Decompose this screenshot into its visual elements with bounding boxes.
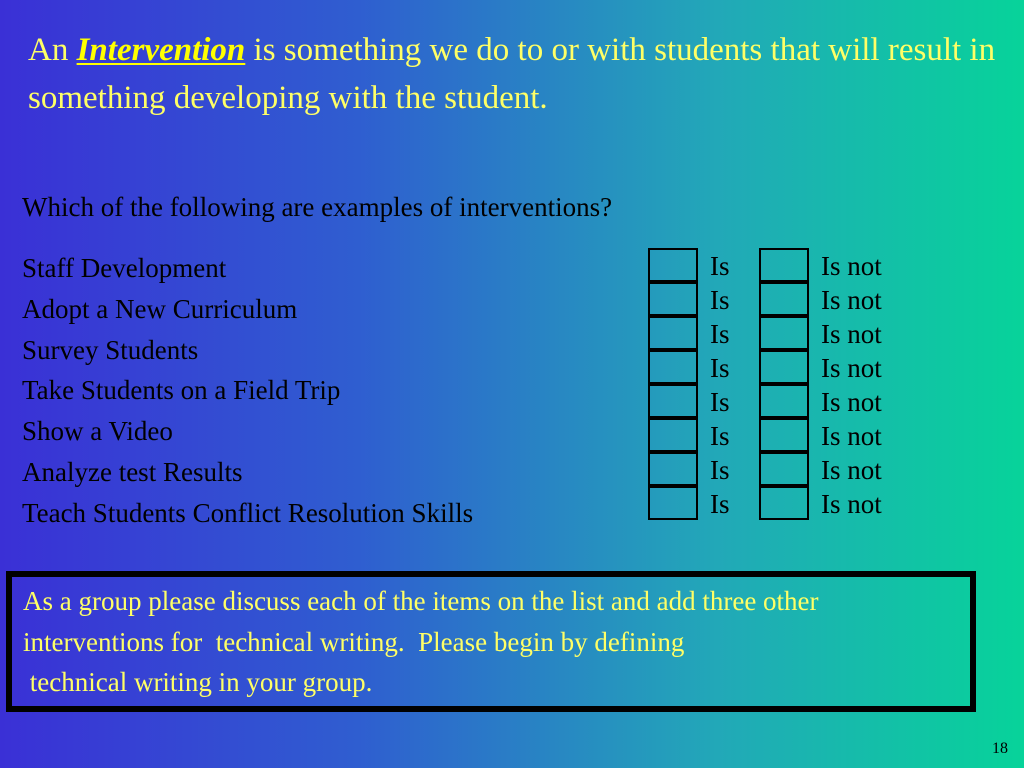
instruction-text: As a group please discuss each of the items on the list and add three other interventions for technical writing. Please begin by defining technical writing in your group. [23, 586, 819, 697]
is-label: Is [710, 251, 730, 281]
slide-number: 18 [992, 740, 1008, 757]
is-checkbox[interactable] [648, 418, 698, 452]
list-item: Take Students on a Field Trip [22, 375, 341, 406]
is-not-checkbox[interactable] [759, 384, 809, 418]
is-label: Is [710, 421, 730, 451]
is-label: Is [710, 387, 730, 417]
choice-row [648, 282, 918, 316]
is-not-label: Is not [821, 285, 882, 315]
instruction-box [6, 571, 976, 712]
is-not-label: Is not [821, 489, 882, 519]
list-item: Teach Students Conflict Resolution Skills [22, 497, 474, 528]
is-label: Is [710, 489, 730, 519]
is-not-label: Is not [821, 251, 882, 281]
list-item: Adopt a New Curriculum [22, 293, 298, 324]
is-checkbox[interactable] [648, 384, 698, 418]
is-not-label: Is not [821, 319, 882, 349]
is-not-checkbox[interactable] [759, 418, 809, 452]
is-checkbox[interactable] [648, 248, 698, 282]
choice-row [648, 248, 918, 282]
is-label: Is [710, 285, 730, 315]
is-label: Is [710, 319, 730, 349]
title-rest: is something we do to or with students that will result in something developing with the student. [28, 32, 996, 116]
is-not-label: Is not [821, 387, 882, 417]
is-not-label: Is not [821, 455, 882, 485]
choice-grid [648, 248, 918, 520]
choice-row [648, 384, 918, 418]
is-not-checkbox[interactable] [759, 486, 809, 520]
question-text: Which of the following are examples of interventions? [22, 192, 613, 222]
slide-title [28, 26, 1003, 122]
is-checkbox[interactable] [648, 452, 698, 486]
choice-row [648, 350, 918, 384]
choice-row [648, 452, 918, 486]
title-term: Intervention [76, 32, 246, 68]
is-checkbox[interactable] [648, 282, 698, 316]
is-not-checkbox[interactable] [759, 350, 809, 384]
choice-row [648, 486, 918, 520]
list-item: Survey Students [22, 334, 199, 365]
is-checkbox[interactable] [648, 316, 698, 350]
is-checkbox[interactable] [648, 486, 698, 520]
is-not-label: Is not [821, 353, 882, 383]
is-not-checkbox[interactable] [759, 452, 809, 486]
is-not-checkbox[interactable] [759, 282, 809, 316]
list-item: Show a Video [22, 416, 173, 447]
title-prefix: An [28, 32, 77, 68]
is-checkbox[interactable] [648, 350, 698, 384]
intervention-list [22, 248, 473, 534]
is-not-label: Is not [821, 421, 882, 451]
choice-row [648, 418, 918, 452]
is-not-checkbox[interactable] [759, 316, 809, 350]
is-not-checkbox[interactable] [759, 248, 809, 282]
choice-row [648, 316, 918, 350]
list-item: Analyze test Results [22, 456, 243, 487]
is-label: Is [710, 353, 730, 383]
is-label: Is [710, 455, 730, 485]
list-item: Staff Development [22, 253, 227, 283]
